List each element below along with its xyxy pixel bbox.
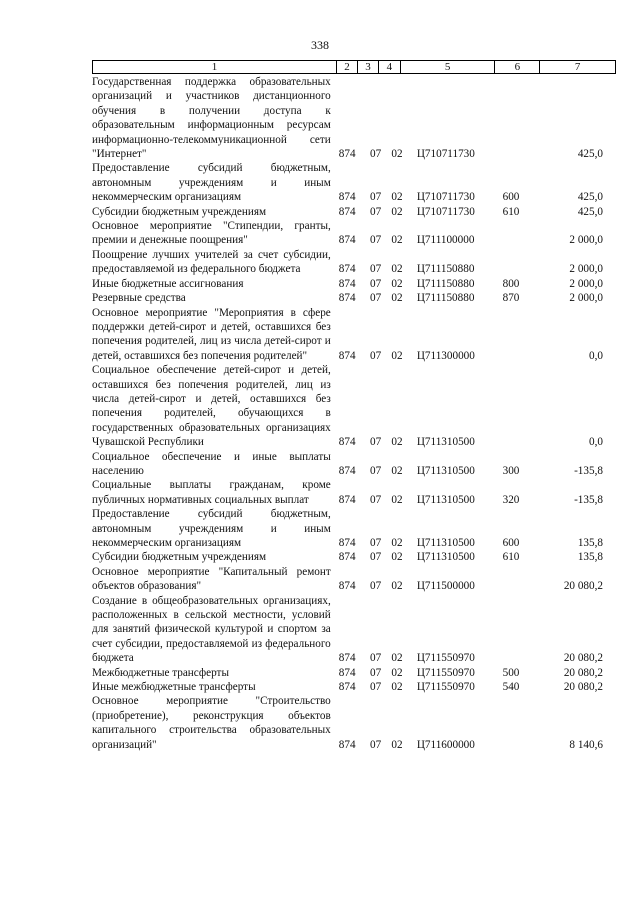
row-admin-code: 874 <box>338 349 356 362</box>
row-target-article: Ц711550970 <box>416 652 475 665</box>
row-subsection: 02 <box>391 464 403 477</box>
row-amount: 20 080,2 <box>563 652 603 665</box>
row-expense-type: 320 <box>502 493 520 506</box>
row-admin-code: 874 <box>338 580 356 593</box>
row-admin-code: 874 <box>338 148 356 161</box>
header-col-5: 5 <box>401 61 496 73</box>
row-target-article: Ц711150880 <box>416 263 475 276</box>
table-header <box>92 60 616 74</box>
row-target-article: Ц711100000 <box>416 234 475 247</box>
row-section: 07 <box>369 537 382 549</box>
row-name: Иные межбюджетные трансферты <box>92 681 256 694</box>
row-name: Основное мероприятие "Стипендии, гранты, премии и денежные поощрения" <box>92 220 331 247</box>
row-target-article: Ц711300000 <box>416 349 475 362</box>
row-subsection: 02 <box>391 652 403 665</box>
header-col-7: 7 <box>574 61 581 73</box>
row-name: Основное мероприятие "Строительство (приобретение), реконструкция объектов капитального строительства образовательных организаций" <box>92 695 331 751</box>
table-row <box>92 594 616 666</box>
row-target-article: Ц711310500 <box>416 493 475 506</box>
row-amount: 2 000,0 <box>569 234 603 247</box>
row-expense-type: 610 <box>502 205 520 218</box>
page-number: 338 <box>311 38 329 52</box>
row-subsection: 02 <box>391 681 403 694</box>
row-admin-code: 874 <box>338 205 356 218</box>
row-admin-code: 874 <box>338 681 356 694</box>
row-subsection: 02 <box>391 738 403 751</box>
table-row <box>92 219 616 248</box>
row-expense-type: 600 <box>502 191 520 204</box>
row-section: 07 <box>369 551 382 564</box>
row-name: Иные бюджетные ассигнования <box>92 277 244 290</box>
row-amount: 425,0 <box>577 205 603 218</box>
row-subsection: 02 <box>391 537 403 549</box>
row-admin-code: 874 <box>338 551 356 564</box>
row-name: Предоставление субсидий бюджетным, автономным учреждениям и иным некоммерческим организациям <box>92 162 331 204</box>
row-amount: 20 080,2 <box>563 580 603 593</box>
header-col-1: 1 <box>93 61 337 73</box>
row-section: 07 <box>369 493 382 506</box>
row-name: Социальные выплаты гражданам, кроме публичных нормативных социальных выплат <box>92 479 331 506</box>
row-target-article: Ц710711730 <box>416 148 475 161</box>
row-section: 07 <box>369 652 382 665</box>
row-name: Поощрение лучших учителей за счет субсидии, предоставляемой из федерального бюджета <box>92 248 331 276</box>
table-row <box>92 478 616 507</box>
row-subsection: 02 <box>391 580 403 593</box>
row-section: 07 <box>369 666 382 679</box>
row-section: 07 <box>369 205 382 218</box>
row-admin-code: 874 <box>338 436 356 449</box>
row-subsection: 02 <box>391 148 403 161</box>
table-row <box>92 507 616 550</box>
row-amount: 135,8 <box>577 551 603 564</box>
row-subsection: 02 <box>391 349 403 362</box>
row-target-article: Ц711310500 <box>416 464 475 477</box>
row-subsection: 02 <box>391 436 403 449</box>
table-row <box>92 75 616 161</box>
row-amount: 425,0 <box>577 148 603 161</box>
row-amount: 8 140,6 <box>569 738 603 751</box>
row-name: Основное мероприятие "Мероприятия в сфере поддержки детей-сирот и детей, оставшихся без попечения родителей, лиц из числа детей-сирот и детей, оставшихся без попечения родителей" <box>92 306 331 362</box>
row-amount: 0,0 <box>589 436 603 449</box>
row-subsection: 02 <box>391 551 403 564</box>
row-section: 07 <box>369 263 382 276</box>
row-expense-type: 500 <box>502 666 520 679</box>
row-section: 07 <box>369 277 382 290</box>
row-target-article: Ц711150880 <box>416 277 475 290</box>
row-admin-code: 874 <box>338 738 356 751</box>
row-target-article: Ц711600000 <box>416 738 475 751</box>
row-amount: 20 080,2 <box>563 666 603 679</box>
row-amount: -135,8 <box>574 464 603 477</box>
table-row <box>92 161 616 204</box>
row-section: 07 <box>369 436 382 449</box>
row-target-article: Ц710711730 <box>416 191 475 204</box>
row-name: Субсидии бюджетным учреждениям <box>92 205 267 218</box>
row-amount: 425,0 <box>577 191 603 204</box>
row-section: 07 <box>369 580 382 593</box>
table-row <box>92 450 616 479</box>
row-amount: 2 000,0 <box>569 292 603 305</box>
row-section: 07 <box>369 234 382 247</box>
row-section: 07 <box>369 681 382 694</box>
table-row <box>92 291 616 305</box>
table-row <box>92 565 616 594</box>
row-section: 07 <box>369 738 382 751</box>
table-row <box>92 666 616 680</box>
row-expense-type: 540 <box>502 681 520 694</box>
table-row <box>92 248 616 277</box>
row-amount: -135,8 <box>574 493 603 506</box>
row-admin-code: 874 <box>338 234 356 247</box>
row-subsection: 02 <box>391 263 403 276</box>
row-name: Субсидии бюджетным учреждениям <box>92 551 267 564</box>
table-row <box>92 694 616 752</box>
row-name: Предоставление субсидий бюджетным, автономным учреждениям и иным некоммерческим организациям <box>92 508 331 549</box>
header-col-4: 4 <box>379 61 401 73</box>
header-col-6: 6 <box>495 61 540 73</box>
header-col-2: 2 <box>337 61 358 73</box>
row-target-article: Ц711310500 <box>416 537 475 549</box>
row-subsection: 02 <box>391 277 403 290</box>
row-expense-type: 600 <box>502 537 520 549</box>
row-target-article: Ц711310500 <box>416 436 475 449</box>
row-admin-code: 874 <box>338 493 356 506</box>
budget-table-body <box>92 75 616 752</box>
row-section: 07 <box>369 349 382 362</box>
table-row <box>92 680 616 694</box>
row-admin-code: 874 <box>338 666 356 679</box>
row-admin-code: 874 <box>338 263 356 276</box>
row-name: Государственная поддержка образовательных организаций и участников дистанционного обучения в получении доступа к образовательным информационным ресурсам информационно-телекоммуникационной сети "Интернет" <box>92 76 331 161</box>
row-subsection: 02 <box>391 666 403 679</box>
row-amount: 20 080,2 <box>563 681 603 694</box>
row-section: 07 <box>369 464 382 477</box>
row-expense-type: 610 <box>502 551 520 564</box>
row-admin-code: 874 <box>338 277 356 290</box>
row-amount: 0,0 <box>589 349 603 362</box>
row-admin-code: 874 <box>338 464 356 477</box>
row-admin-code: 874 <box>338 652 356 665</box>
row-target-article: Ц711550970 <box>416 666 475 679</box>
table-row <box>92 363 616 449</box>
header-col-3: 3 <box>358 61 379 73</box>
row-admin-code: 874 <box>338 292 356 305</box>
row-subsection: 02 <box>391 234 403 247</box>
row-amount: 2 000,0 <box>569 277 603 290</box>
row-section: 07 <box>369 292 382 305</box>
row-section: 07 <box>369 148 382 161</box>
table-row <box>92 205 616 219</box>
row-admin-code: 874 <box>338 537 356 549</box>
row-target-article: Ц711310500 <box>416 551 475 564</box>
row-name: Межбюджетные трансферты <box>92 666 229 679</box>
row-target-article: Ц711500000 <box>416 580 475 593</box>
row-expense-type: 800 <box>502 277 520 290</box>
row-name: Социальное обеспечение детей-сирот и детей, оставшихся без попечения родителей, лиц из числа детей-сирот и детей, оставшихся без попечения родителей, обучающихся в государственных образовательных организациях Чувашской Республики <box>92 364 331 449</box>
row-section: 07 <box>369 191 382 204</box>
row-name: Социальное обеспечение и иные выплаты населению <box>92 450 331 477</box>
row-expense-type: 870 <box>502 292 520 305</box>
row-subsection: 02 <box>391 191 403 204</box>
row-amount: 135,8 <box>577 537 603 549</box>
table-row <box>92 277 616 291</box>
row-name: Создание в общеобразовательных организациях, расположенных в сельской местности, условий для занятий физической культурой и спортом за счет субсидии, предоставляемой из федерального бюджета <box>92 594 331 665</box>
row-target-article: Ц711150880 <box>416 292 475 305</box>
row-target-article: Ц710711730 <box>416 205 475 218</box>
table-row <box>92 306 616 364</box>
table-row <box>92 550 616 564</box>
row-name: Резервные средства <box>92 292 186 305</box>
row-admin-code: 874 <box>338 191 356 204</box>
row-subsection: 02 <box>391 205 403 218</box>
row-target-article: Ц711550970 <box>416 681 475 694</box>
row-expense-type: 300 <box>502 464 520 477</box>
row-amount: 2 000,0 <box>569 263 603 276</box>
row-subsection: 02 <box>391 493 403 506</box>
row-subsection: 02 <box>391 292 403 305</box>
row-name: Основное мероприятие "Капитальный ремонт объектов образования" <box>92 565 331 593</box>
